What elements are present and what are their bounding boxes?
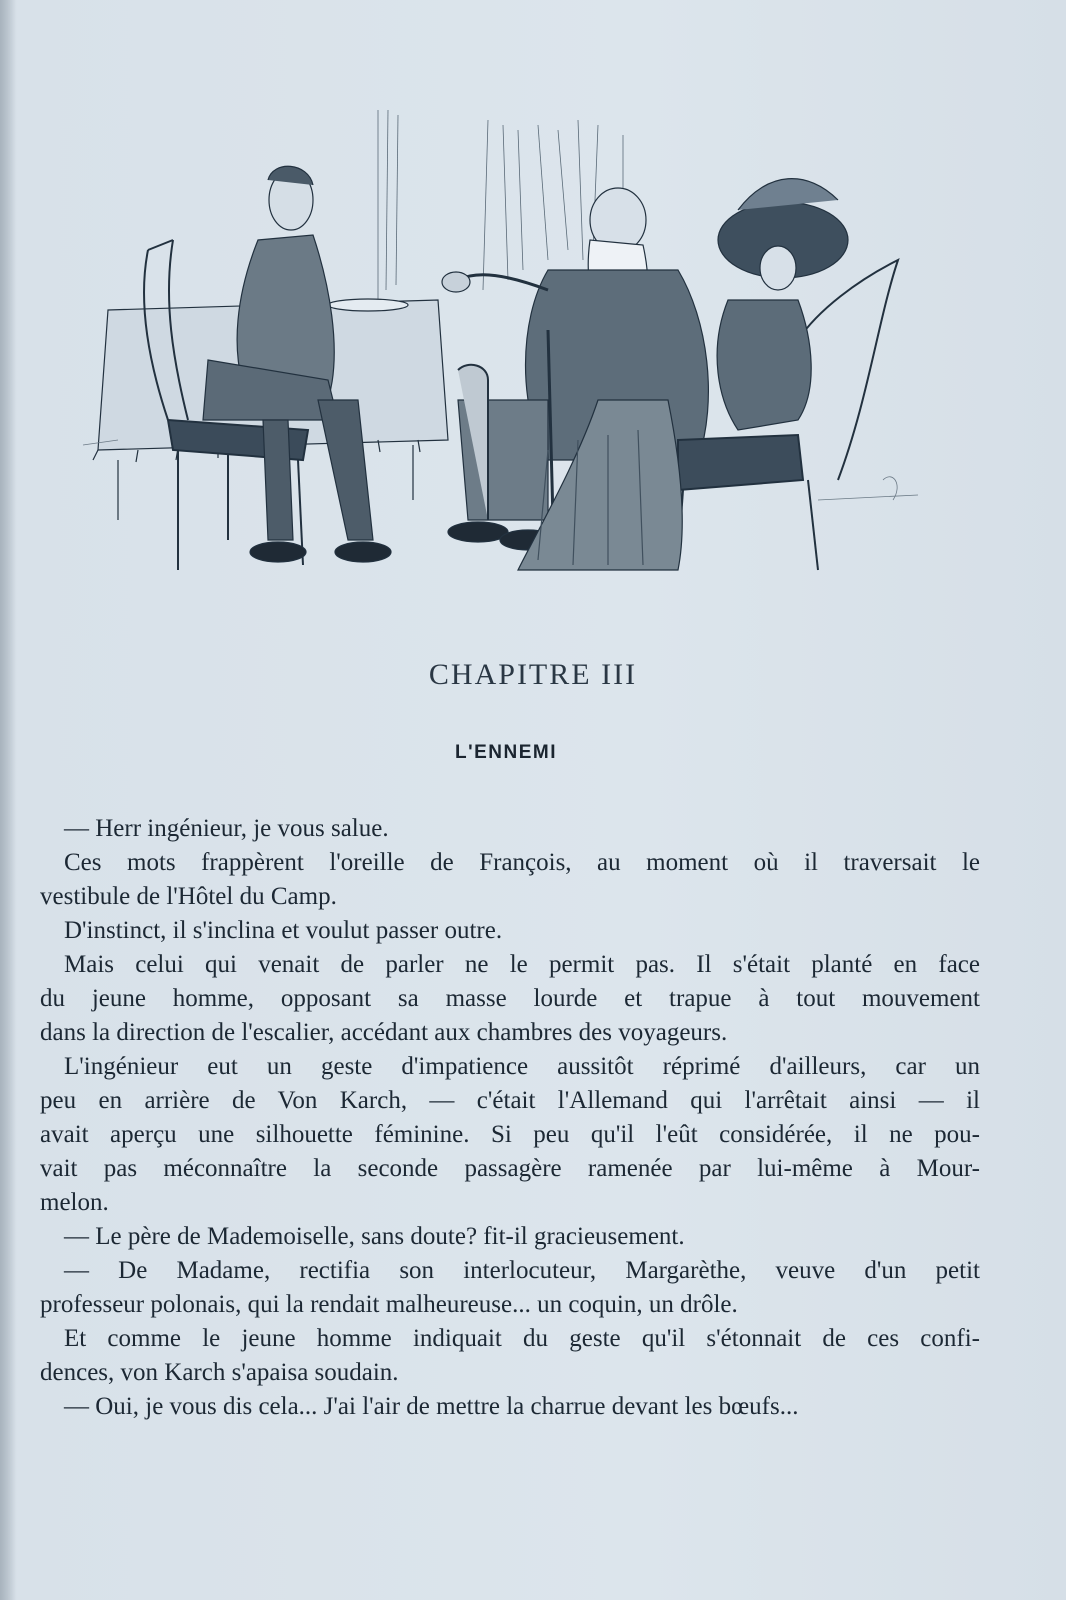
text-line: D'instinct, il s'inclina et voulut passer outre. [64,917,503,944]
text-line: Et comme le jeune homme indiquait du geste qu'il s'étonnait de ces confi- [64,1325,980,1352]
paragraph [40,948,980,1050]
paragraph [40,914,980,948]
paragraph [40,812,980,846]
text-line: peu en arrière de Von Karch, — c'était l'Allemand qui l'arrêtait ainsi — il [40,1087,980,1114]
text-line: — Oui, je vous dis cela... J'ai l'air de mettre la charrue devant les bœufs... [64,1393,799,1420]
spine-shadow [0,0,16,1600]
paragraph [40,846,980,914]
text-line: professeur polonais, qui la rendait malheureuse... un coquin, un drôle. [40,1291,738,1318]
chapter-title: CHAPITRE III [428,658,638,691]
text-line: vestibule de l'Hôtel du Camp. [40,883,337,910]
text-line: — Le père de Mademoiselle, sans doute? fit-il gracieusement. [64,1223,685,1250]
text-line: avait aperçu une silhouette féminine. Si peu qu'il l'eût considérée, il ne pou- [40,1121,980,1148]
paragraph [40,1220,980,1254]
paragraph [40,1390,980,1424]
paragraph [40,1322,980,1390]
text-line: — De Madame, rectifia son interlocuteur, Margarèthe, veuve d'un petit [64,1257,980,1284]
text-line: — Herr ingénieur, je vous salue. [64,815,389,842]
text-line: vait pas méconnaître la seconde passagère ramenée par lui-même à Mour- [40,1155,980,1182]
text-line: dences, von Karch s'apaisa soudain. [40,1359,399,1386]
paragraph [40,1254,980,1322]
text-line: melon. [40,1189,109,1216]
text-line: Mais celui qui venait de parler ne le permit pas. Il s'était planté en face [64,951,980,978]
text-line: du jeune homme, opposant sa masse lourde et trapue à tout mouvement [40,985,980,1012]
chapter-body [40,812,980,1424]
text-line: L'ingénieur eut un geste d'impatience aussitôt réprimé d'ailleurs, car un [64,1053,980,1080]
text-line: dans la direction de l'escalier, accédant aux chambres des voyageurs. [40,1019,728,1046]
section-title: L'ENNEMI [454,742,558,763]
paragraph [40,1050,980,1220]
text-line: Ces mots frappèrent l'oreille de François, au moment où il traversait le [64,849,980,876]
engraving-illustration [78,100,928,600]
